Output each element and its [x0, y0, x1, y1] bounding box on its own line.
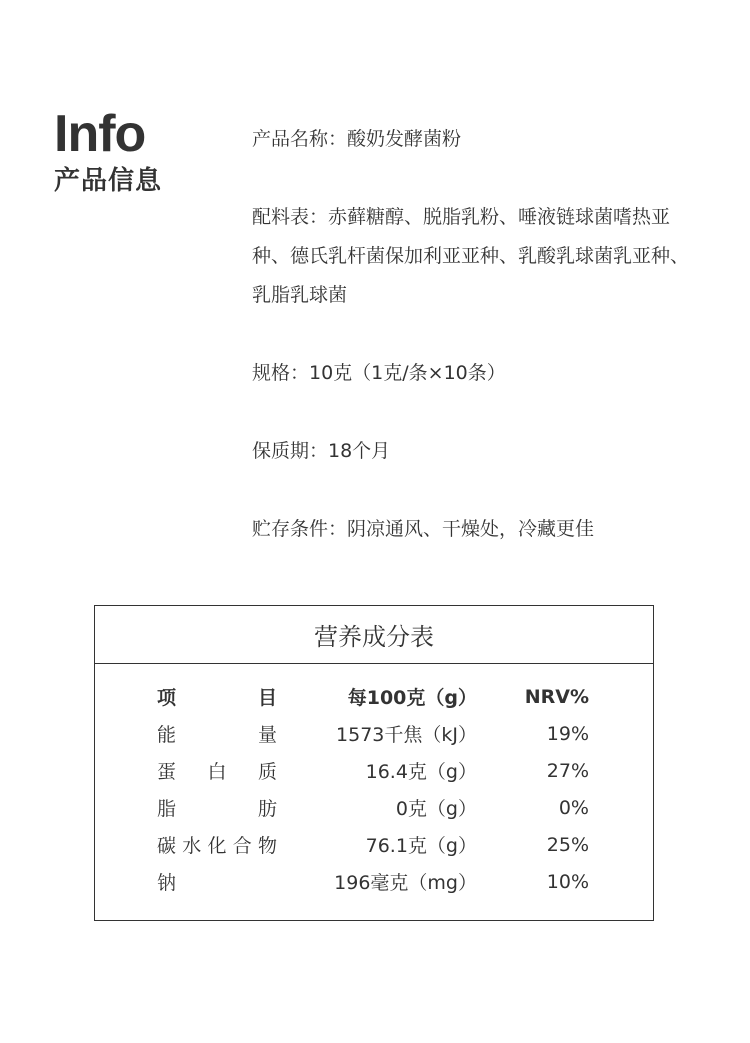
info-subheading: 产品信息 [54, 166, 163, 196]
table-row [157, 715, 597, 752]
row-amount: 16.4克（g） [365, 761, 477, 783]
table-row [157, 826, 597, 863]
row-nrv: 19% [546, 722, 589, 745]
row-item: 碳水化合物 [157, 835, 277, 857]
row-item: 能 量 [157, 724, 277, 746]
row-item: 蛋 白 质 [157, 761, 277, 783]
ingredients: 配料表：赤藓糖醇、脱脂乳粉、唾液链球菌嗜热亚种、德氏乳杆菌保加利亚亚种、乳酸乳球菌乳亚种、乳脂乳球菌 [252, 206, 690, 306]
row-amount: 0克（g） [395, 798, 477, 820]
header-item: 项 目 [157, 687, 277, 709]
specification: 规格：10克（1克/条×10条） [252, 362, 506, 384]
table-row [157, 863, 597, 900]
row-amount: 196毫克（mg） [334, 872, 477, 894]
nutrition-facts-table [94, 605, 654, 921]
info-heading: Info [54, 105, 146, 163]
shelf-life: 保质期：18个月 [252, 440, 391, 462]
row-nrv: 25% [546, 833, 589, 856]
product-name: 产品名称：酸奶发酵菌粉 [252, 128, 462, 150]
header-amount: 每100克（g） [347, 687, 477, 709]
table-header-row [157, 678, 597, 715]
row-item: 脂 肪 [157, 798, 277, 820]
row-amount: 76.1克（g） [365, 835, 477, 857]
table-row [157, 789, 597, 826]
row-item: 钠 [157, 872, 177, 894]
product-details [252, 120, 702, 549]
row-nrv: 27% [546, 759, 589, 782]
row-nrv: 10% [546, 870, 589, 893]
row-amount: 1573千焦（kJ） [336, 724, 477, 746]
table-row [157, 752, 597, 789]
nutrition-rows [157, 678, 597, 900]
storage-conditions: 贮存条件：阴凉通风、干燥处，冷藏更佳 [252, 518, 595, 540]
header-nrv: NRV% [524, 685, 589, 708]
row-nrv: 0% [558, 796, 589, 819]
nutrition-title: 营养成分表 [95, 606, 653, 664]
